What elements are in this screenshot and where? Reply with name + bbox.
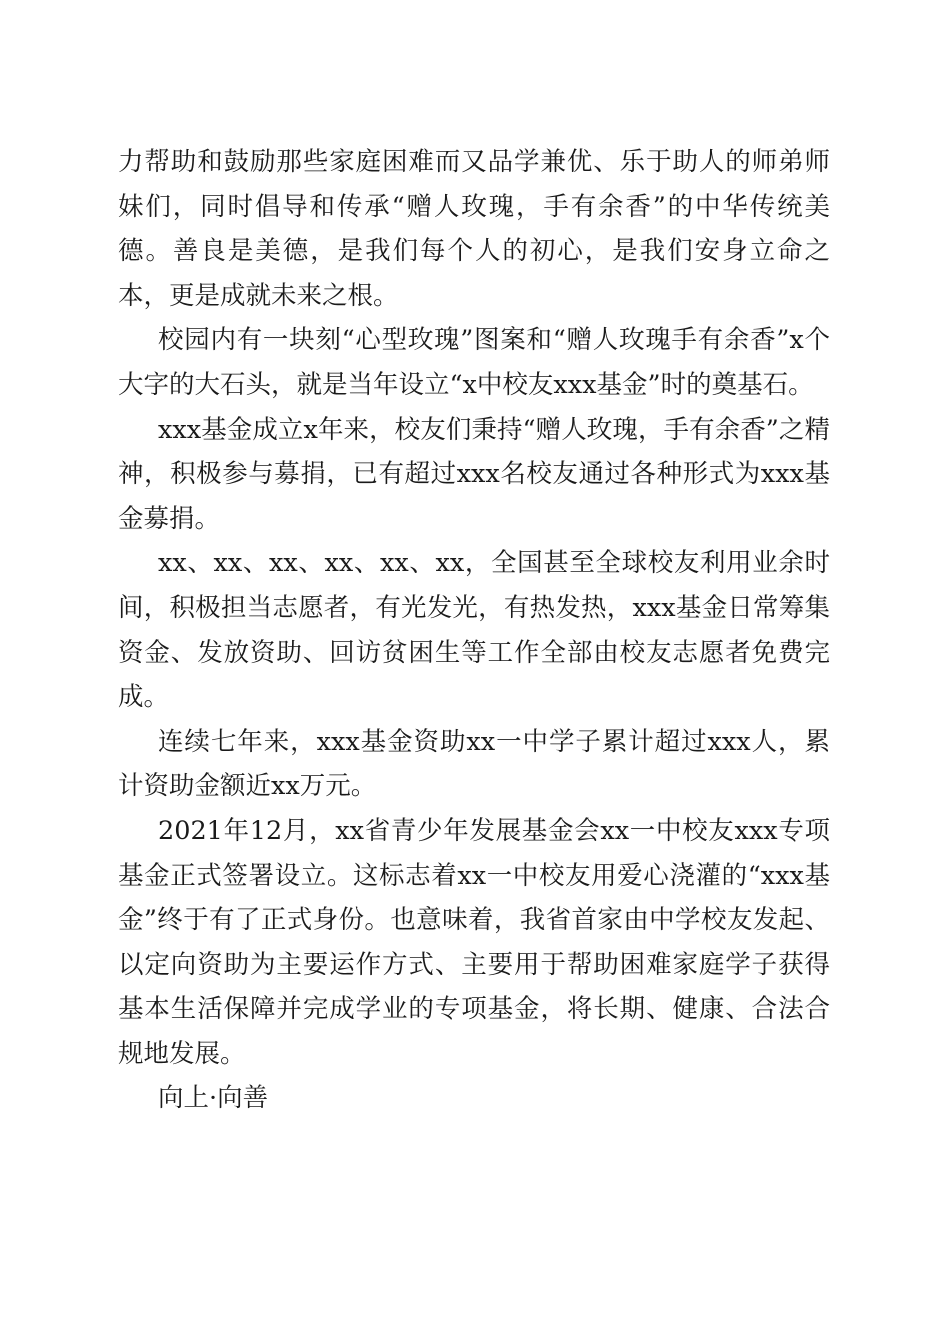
- paragraph-memorial-stone: 校园内有一块刻“心型玫瑰”图案和“赠人玫瑰手有余香”x个大字的大石头，就是当年设立“x中校友xxx基金”时的奠基石。: [118, 325, 830, 400]
- paragraph-fund-donations: xxx基金成立x年来，校友们秉持“赠人玫瑰，手有余香”之精神，积极参与募捐，已有超过xxx名校友通过各种形式为xxx基金募捐。: [118, 414, 830, 534]
- paragraph-continuation: 力帮助和鼓励那些家庭困难而又品学兼优、乐于助人的师弟师妹们，同时倡导和传承“赠人玫瑰，手有余香”的中华传统美德。善良是美德，是我们每个人的初心，是我们安身立命之本，更是成就未来之根。: [118, 147, 830, 311]
- paragraph-volunteers: xx、xx、xx、xx、xx、xx，全国甚至全球校友利用业余时间，积极担当志愿者，有光发光，有热发热，xxx基金日常筹集资金、发放资助、回访贫困生等工作全部由校友志愿者免费完成。: [118, 548, 830, 713]
- section-heading-upward-goodness: 向上·向善: [158, 1083, 269, 1114]
- document-body: [118, 140, 830, 1121]
- paragraph-seven-years: 连续七年来，xxx基金资助xx一中学子累计超过xxx人，累计资助金额近xx万元。: [118, 726, 830, 802]
- paragraph-2021-establishment: 2021年12月，xx省青少年发展基金会xx一中校友xxx专项基金正式签署设立。这标志着xx一中校友用爱心浇灌的“xxx基金”终于有了正式身份。也意味着，我省首家由中学校友发起、以定向资助为主要运作方式、主要用于帮助困难家庭学子获得基本生活保障并完成学业的专项基金，将长期、健康、合法合规地发展。: [118, 815, 830, 1069]
